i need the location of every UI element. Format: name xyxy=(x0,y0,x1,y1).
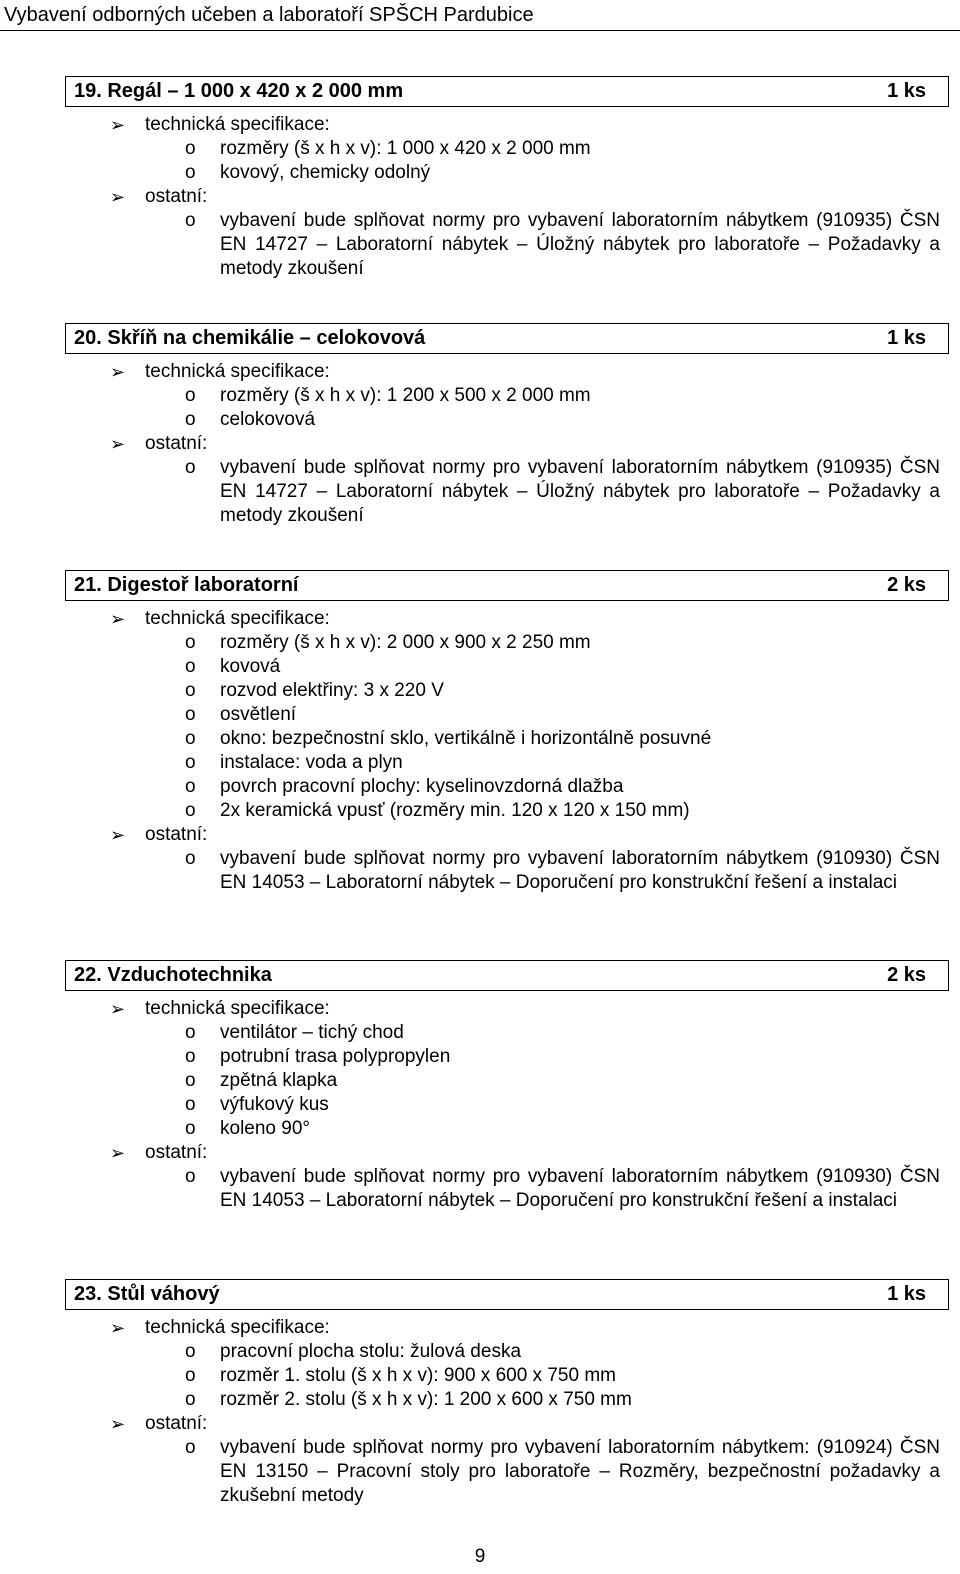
circle-bullet-icon: o xyxy=(185,409,196,430)
list-item xyxy=(0,751,960,775)
item-body xyxy=(0,607,960,895)
item-header xyxy=(65,570,949,601)
spec-text: osvětlení xyxy=(220,704,297,725)
spec-text: rozměry (š x h x v): 1 000 x 420 x 2 000 mm xyxy=(220,138,591,159)
other-heading xyxy=(0,185,960,209)
spec-text: výfukový kus xyxy=(220,1094,329,1115)
item-header xyxy=(65,960,949,991)
list-item xyxy=(0,703,960,727)
list-item xyxy=(0,384,960,408)
other-label: ostatní: xyxy=(145,1142,208,1163)
item-title: 21. Digestoř laboratorní xyxy=(74,574,299,596)
list-item xyxy=(0,1093,960,1117)
spec-text: rozměry (š x h x v): 1 200 x 500 x 2 000 mm xyxy=(220,385,591,406)
circle-bullet-icon: o xyxy=(185,776,196,797)
list-item xyxy=(0,1045,960,1069)
other-label: ostatní: xyxy=(145,824,208,845)
arrow-bullet-icon: ➢ xyxy=(110,1318,126,1338)
other-label: ostatní: xyxy=(145,186,208,207)
spec-text: rozměry (š x h x v): 2 000 x 900 x 2 250 mm xyxy=(220,632,591,653)
spec-heading xyxy=(0,997,960,1021)
circle-bullet-icon: o xyxy=(185,680,196,701)
document-title: Vybavení odborných učeben a laboratoří SPŠCH Pardubice xyxy=(4,4,534,26)
list-item xyxy=(0,137,960,161)
arrow-bullet-icon: ➢ xyxy=(110,825,126,845)
circle-bullet-icon: o xyxy=(185,1094,196,1115)
list-item xyxy=(0,727,960,751)
circle-bullet-icon: o xyxy=(185,210,196,231)
circle-bullet-icon: o xyxy=(185,138,196,159)
list-item xyxy=(0,161,960,185)
circle-bullet-icon: o xyxy=(185,800,196,821)
spec-text: kovová xyxy=(220,656,281,677)
item-quantity: 1 ks xyxy=(887,1283,926,1305)
arrow-bullet-icon: ➢ xyxy=(110,999,126,1019)
arrow-bullet-icon: ➢ xyxy=(110,434,126,454)
circle-bullet-icon: o xyxy=(185,1437,196,1458)
other-text: vybavení bude splňovat normy pro vybavení laboratorním nábytkem: (910924) ČSN EN 13150 – Pracovní stoly pro laboratoře – Rozměry, bezpečnostní požadavky a zkušební metody xyxy=(220,1437,940,1506)
list-item xyxy=(0,209,940,281)
item-body xyxy=(0,997,960,1213)
arrow-bullet-icon: ➢ xyxy=(110,1143,126,1163)
circle-bullet-icon: o xyxy=(185,656,196,677)
circle-bullet-icon: o xyxy=(185,1046,196,1067)
spec-text: koleno 90° xyxy=(220,1118,310,1139)
item-header xyxy=(65,323,949,354)
spec-text: pracovní plocha stolu: žulová deska xyxy=(220,1341,522,1362)
spec-text: rozměr 2. stolu (š x h x v): 1 200 x 600 x 750 mm xyxy=(220,1389,632,1410)
list-item xyxy=(0,1021,960,1045)
document-header xyxy=(0,0,960,31)
item-quantity: 1 ks xyxy=(887,80,926,102)
other-heading xyxy=(0,1412,960,1436)
item-title: 19. Regál – 1 000 x 420 x 2 000 mm xyxy=(74,80,404,102)
spec-text: rozvod elektřiny: 3 x 220 V xyxy=(220,680,444,701)
circle-bullet-icon: o xyxy=(185,385,196,406)
list-item xyxy=(0,1364,960,1388)
list-item xyxy=(0,847,940,895)
circle-bullet-icon: o xyxy=(185,1022,196,1043)
list-item xyxy=(0,1436,940,1508)
list-item xyxy=(0,1165,940,1213)
arrow-bullet-icon: ➢ xyxy=(110,1414,126,1434)
circle-bullet-icon: o xyxy=(185,1166,196,1187)
item-header xyxy=(65,76,949,107)
spec-heading xyxy=(0,607,960,631)
arrow-bullet-icon: ➢ xyxy=(110,362,126,382)
spec-text: potrubní trasa polypropylen xyxy=(220,1046,451,1067)
spec-text: 2x keramická vpusť (rozměry min. 120 x 120 x 150 mm) xyxy=(220,800,690,821)
list-item xyxy=(0,799,960,823)
other-label: ostatní: xyxy=(145,433,208,454)
other-heading xyxy=(0,823,960,847)
spec-text: zpětná klapka xyxy=(220,1070,338,1091)
circle-bullet-icon: o xyxy=(185,457,196,478)
item-title: 22. Vzduchotechnika xyxy=(74,964,272,986)
arrow-bullet-icon: ➢ xyxy=(110,609,126,629)
other-text: vybavení bude splňovat normy pro vybavení laboratorním nábytkem (910930) ČSN EN 14053 – Laboratorní nábytek – Doporučení pro konstrukční řešení a instalaci xyxy=(220,1166,940,1211)
arrow-bullet-icon: ➢ xyxy=(110,115,126,135)
spec-label: technická specifikace: xyxy=(145,1317,330,1338)
circle-bullet-icon: o xyxy=(185,1341,196,1362)
other-heading xyxy=(0,1141,960,1165)
list-item xyxy=(0,631,960,655)
item-quantity: 2 ks xyxy=(887,964,926,986)
other-text: vybavení bude splňovat normy pro vybavení laboratorním nábytkem (910935) ČSN EN 14727 – Laboratorní nábytek – Úložný nábytek pro laboratoře – Požadavky a metody zkoušení xyxy=(220,210,940,279)
other-text: vybavení bude splňovat normy pro vybavení laboratorním nábytkem (910930) ČSN EN 14053 – Laboratorní nábytek – Doporučení pro konstrukční řešení a instalaci xyxy=(220,848,940,893)
circle-bullet-icon: o xyxy=(185,704,196,725)
item-title: 23. Stůl váhový xyxy=(74,1283,220,1305)
list-item xyxy=(0,655,960,679)
circle-bullet-icon: o xyxy=(185,1365,196,1386)
spec-label: technická specifikace: xyxy=(145,998,330,1019)
spec-text: kovový, chemicky odolný xyxy=(220,162,431,183)
spec-label: technická specifikace: xyxy=(145,361,330,382)
circle-bullet-icon: o xyxy=(185,752,196,773)
circle-bullet-icon: o xyxy=(185,1070,196,1091)
item-quantity: 2 ks xyxy=(887,574,926,596)
list-item xyxy=(0,456,940,528)
circle-bullet-icon: o xyxy=(185,1389,196,1410)
circle-bullet-icon: o xyxy=(185,1118,196,1139)
arrow-bullet-icon: ➢ xyxy=(110,187,126,207)
item-body xyxy=(0,1316,960,1508)
item-title: 20. Skříň na chemikálie – celokovová xyxy=(74,327,426,349)
spec-text: povrch pracovní plochy: kyselinovzdorná dlažba xyxy=(220,776,624,797)
spec-text: rozměr 1. stolu (š x h x v): 900 x 600 x 750 mm xyxy=(220,1365,616,1386)
spec-label: technická specifikace: xyxy=(145,608,330,629)
circle-bullet-icon: o xyxy=(185,728,196,749)
spec-label: technická specifikace: xyxy=(145,114,330,135)
list-item xyxy=(0,1117,960,1141)
list-item xyxy=(0,1340,960,1364)
spec-heading xyxy=(0,360,960,384)
item-quantity: 1 ks xyxy=(887,327,926,349)
circle-bullet-icon: o xyxy=(185,632,196,653)
list-item xyxy=(0,679,960,703)
other-text: vybavení bude splňovat normy pro vybavení laboratorním nábytkem (910935) ČSN EN 14727 – Laboratorní nábytek – Úložný nábytek pro laboratoře – Požadavky a metody zkoušení xyxy=(220,457,940,526)
spec-text: okno: bezpečnostní sklo, vertikálně i horizontálně posuvné xyxy=(220,728,712,749)
item-body xyxy=(0,360,960,528)
other-label: ostatní: xyxy=(145,1413,208,1434)
circle-bullet-icon: o xyxy=(185,162,196,183)
page-number: 9 xyxy=(474,1546,486,1567)
list-item xyxy=(0,1388,960,1412)
circle-bullet-icon: o xyxy=(185,848,196,869)
list-item xyxy=(0,408,960,432)
spec-text: instalace: voda a plyn xyxy=(220,752,403,773)
other-heading xyxy=(0,432,960,456)
list-item xyxy=(0,1069,960,1093)
item-header xyxy=(65,1279,949,1310)
spec-text: celokovová xyxy=(220,409,316,430)
spec-heading xyxy=(0,1316,960,1340)
list-item xyxy=(0,775,960,799)
spec-heading xyxy=(0,113,960,137)
spec-text: ventilátor – tichý chod xyxy=(220,1022,404,1043)
item-body xyxy=(0,113,960,281)
